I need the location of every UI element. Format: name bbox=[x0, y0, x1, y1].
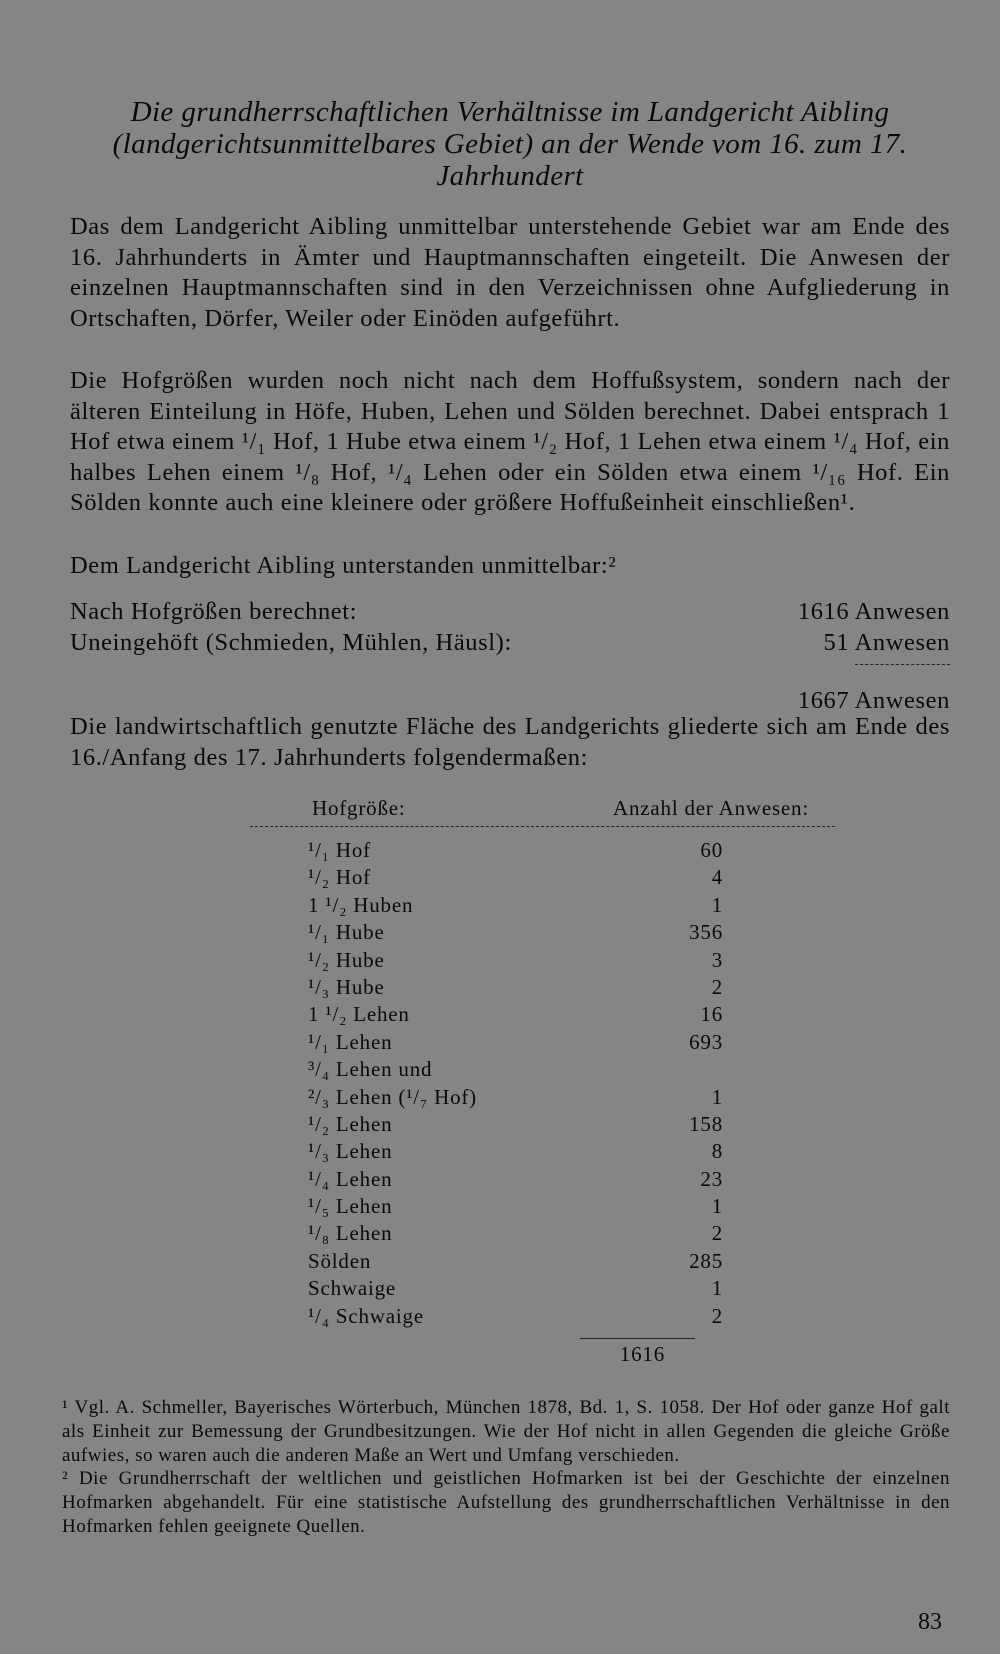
table-row bbox=[250, 837, 835, 864]
table-row bbox=[250, 1220, 835, 1247]
row-count: 158 bbox=[689, 1111, 723, 1136]
table-body bbox=[250, 837, 835, 1330]
row-count: 2 bbox=[711, 1221, 723, 1246]
row-count: 285 bbox=[689, 1248, 723, 1273]
table-total-row bbox=[250, 1339, 835, 1369]
table-row bbox=[250, 919, 835, 946]
page-title: Die grundherrschaftlichen Verhältnisse im Landgericht Aibling (landgerichtsunmittelbares Gebiet) an der Wende vom 16. zum 17. Jahrhundert bbox=[112, 96, 908, 192]
table-total: 1616 bbox=[619, 1342, 665, 1367]
table-row bbox=[250, 1084, 835, 1111]
table-row bbox=[250, 947, 835, 974]
footnote-2: ² Die Grundherrschaft der weltlichen und geistlichen Hofmarken ist bei der Geschichte der einzelnen Hofmarken abgehandelt. Für eine statistische Aufstellung des grundherrschaftlichen Verhältnisse in den Hofmarken fehlen geeignete Quellen. bbox=[62, 1468, 950, 1537]
table-row bbox=[250, 1138, 835, 1165]
row-count: 693 bbox=[689, 1029, 723, 1054]
totals-label: Nach Hofgrößen berechnet: bbox=[70, 598, 358, 625]
row-count: 8 bbox=[711, 1139, 723, 1164]
row-count: 356 bbox=[689, 920, 723, 945]
row-size: ¹/₄ Schwaige bbox=[308, 1303, 424, 1328]
row-count: 2 bbox=[711, 974, 723, 999]
totals-value: 51 Anwesen bbox=[823, 629, 950, 656]
row-count: 1 bbox=[711, 1084, 723, 1109]
row-size: ¹/₄ Lehen bbox=[308, 1166, 393, 1191]
row-size: ¹/₁ Hof bbox=[308, 838, 371, 862]
row-size: Schwaige bbox=[308, 1276, 397, 1301]
row-count: 1 bbox=[711, 892, 723, 917]
row-size: ²/₃ Lehen (¹/₇ Hof) bbox=[308, 1084, 477, 1109]
table-row bbox=[250, 1303, 835, 1330]
row-size: Sölden bbox=[308, 1248, 372, 1273]
table-row bbox=[250, 1193, 835, 1220]
totals-row bbox=[70, 627, 950, 658]
row-count bbox=[613, 1056, 723, 1083]
table-row bbox=[250, 1056, 835, 1083]
table-header bbox=[250, 794, 835, 822]
row-size: ¹/₅ Lehen bbox=[308, 1194, 393, 1219]
row-size: ¹/₂ Lehen bbox=[308, 1111, 393, 1136]
row-count: 2 bbox=[711, 1303, 723, 1328]
footnote-1: ¹ Vgl. A. Schmeller, Bayerisches Wörterbuch, München 1878, Bd. 1, S. 1058. Der Hof oder ganze Hof galt als Einheit zur Bemessung der Grundbesitzungen. Wie der Hof nicht in allen Gegenden die gleiche Größe aufwies, so waren auch die anderen Maße an Wert und Umfang verschieden. bbox=[62, 1397, 950, 1466]
hofgroesse-table bbox=[250, 794, 835, 1369]
row-size: ¹/₈ Lehen bbox=[308, 1221, 393, 1246]
row-size: ¹/₁ Hube bbox=[308, 920, 385, 945]
anwesen-totals bbox=[70, 596, 950, 716]
row-size: ¹/₃ Lehen bbox=[308, 1139, 393, 1164]
header-divider bbox=[250, 826, 835, 827]
row-count: 1 bbox=[711, 1194, 723, 1219]
header-size: Hofgröße: bbox=[312, 796, 406, 820]
table-row bbox=[250, 1029, 835, 1056]
row-size: ³/₄ Lehen und bbox=[308, 1057, 433, 1082]
totals-row bbox=[70, 596, 950, 627]
table-row bbox=[250, 1111, 835, 1138]
row-size: ¹/₂ Hof bbox=[308, 865, 371, 890]
row-size: ¹/₁ Lehen bbox=[308, 1029, 393, 1054]
row-count: 3 bbox=[711, 947, 723, 972]
totals-divider bbox=[855, 664, 950, 665]
row-count: 23 bbox=[700, 1166, 723, 1191]
intro-paragraph: Das dem Landgericht Aibling unmittelbar unterstehende Gebiet war am Ende des 16. Jahrhunderts in Ämter und Hauptmannschaften eingeteilt. Die Anwesen der einzelnen Hauptmannschaften sind in den Verzeichnissen ohne Aufgliederung in Ortschaften, Dörfer, Weiler oder Einöden aufgeführt. bbox=[70, 213, 950, 332]
totals-value: 1616 Anwesen bbox=[797, 598, 950, 625]
row-size: 1 ¹/₂ Huben bbox=[308, 892, 414, 917]
page-number: 83 bbox=[918, 1609, 942, 1635]
row-size: ¹/₃ Hube bbox=[308, 974, 385, 999]
table-row bbox=[250, 892, 835, 919]
table-row bbox=[250, 1248, 835, 1275]
row-size: 1 ¹/₂ Lehen bbox=[308, 1002, 410, 1027]
row-size: ¹/₂ Hube bbox=[308, 947, 385, 972]
table-row bbox=[250, 974, 835, 1001]
unterstanden-paragraph: Dem Landgericht Aibling unterstanden unmittelbar:² bbox=[70, 552, 617, 579]
header-count: Anzahl der Anwesen: bbox=[613, 796, 809, 820]
hofgroessen-paragraph: Die Hofgrößen wurden noch nicht nach dem Hoffußsystem, sondern nach der älteren Einteilung in Höfe, Huben, Lehen und Sölden berechnet. Dabei entsprach 1 Hof etwa einem ¹/₁ Hof, 1 Hube etwa einem ¹/₂ Hof, 1 Lehen etwa einem ¹/₄ Hof, ein halbes Lehen einem ¹/₈ Hof, ¹/₄ Lehen oder ein Sölden etwa einem ¹/₁₆ Hof. Ein Sölden konnte auch eine kleinere oder größere Hoffußeinheit einschließen¹. bbox=[70, 367, 950, 516]
row-count: 4 bbox=[711, 865, 723, 890]
table-row bbox=[250, 1166, 835, 1193]
footnotes bbox=[62, 1396, 950, 1539]
table-row bbox=[250, 1275, 835, 1302]
totals-sum: 1667 Anwesen bbox=[797, 687, 950, 714]
row-count: 60 bbox=[700, 838, 723, 862]
row-count: 16 bbox=[700, 1002, 723, 1027]
table-row bbox=[250, 1001, 835, 1028]
totals-label: Uneingehöft (Schmieden, Mühlen, Häusl): bbox=[70, 629, 512, 656]
table-row bbox=[250, 864, 835, 891]
row-count: 1 bbox=[711, 1276, 723, 1301]
flaeche-paragraph: Die landwirtschaftlich genutzte Fläche des Landgerichts gliederte sich am Ende des 16./Anfang des 17. Jahrhunderts folgendermaßen: bbox=[70, 713, 950, 771]
